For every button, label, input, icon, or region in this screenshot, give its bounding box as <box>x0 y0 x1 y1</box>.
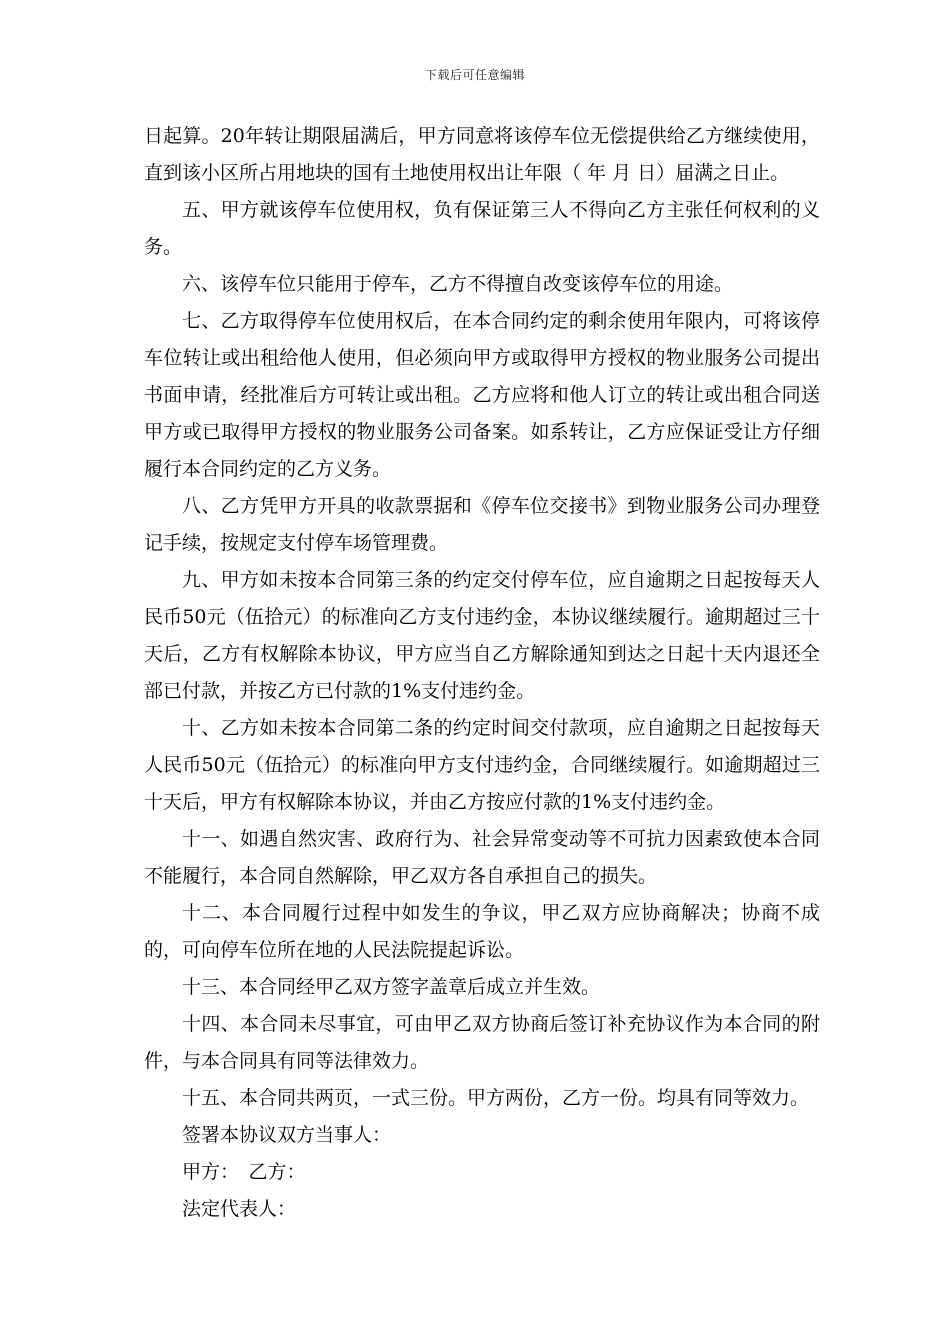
clause-5: 五、甲方就该停车位使用权，负有保证第三人不得向乙方主张任何权利的义务。 <box>144 199 820 258</box>
clause-7: 七、乙方取得停车位使用权后，在本合同约定的剩余使用年限内，可将该停车位转让或出租给他人使用，但必须向甲方或取得甲方授权的物业服务公司提出书面申请，经批准后方可转让或出租。乙方应将和他人订立的转让或出租合同送甲方或已取得甲方授权的物业服务公司备案。如系转让，乙方应保证受让方仔细履行本合同约定的乙方义务。 <box>144 310 820 480</box>
signature-intro: 签署本协议双方当事人： <box>182 1124 392 1146</box>
document-body <box>144 118 820 1228</box>
page-header: 下载后可任意编辑 <box>424 68 525 82</box>
clause-9: 九、甲方如未按本合同第三条的约定交付停车位，应自逾期之日起按每天人民币50元（伍拾元）的标准向乙方支付违约金，本协议继续履行。逾期超过三十天后，乙方有权解除本协议，甲方应当自乙方解除通知到达之日起十天内退还全部已付款，并按乙方已付款的1%支付违约金。 <box>144 569 820 702</box>
clause-continuation: 日起算。20年转让期限届满后，甲方同意将该停车位无偿提供给乙方继续使用，直到该小区所占用地块的国有土地使用权出让年限（ 年 月 日）届满之日止。 <box>144 125 820 184</box>
signature-parties: 甲方： 乙方： <box>182 1161 306 1183</box>
clause-11: 十一、如遇自然灾害、政府行为、社会异常变动等不可抗力因素致使本合同不能履行，本合同自然解除，甲乙双方各自承担自己的损失。 <box>144 828 820 887</box>
clause-10: 十、乙方如未按本合同第二条的约定时间交付款项，应自逾期之日起按每天人民币50元（伍拾元）的标准向甲方支付违约金，合同继续履行。如逾期超过三十天后，甲方有权解除本协议，并由乙方按应付款的1%支付违约金。 <box>144 717 820 813</box>
clause-12: 十二、本合同履行过程中如发生的争议，甲乙双方应协商解决；协商不成的，可向停车位所在地的人民法院提起诉讼。 <box>144 902 820 961</box>
clause-6: 六、该停车位只能用于停车，乙方不得擅自改变该停车位的用途。 <box>182 273 734 295</box>
clause-13: 十三、本合同经甲乙双方签字盖章后成立并生效。 <box>182 976 601 998</box>
clause-14: 十四、本合同未尽事宜，可由甲乙双方协商后签订补充协议作为本合同的附件，与本合同具有同等法律效力。 <box>144 1013 820 1072</box>
signature-legal-rep: 法定代表人： <box>182 1198 297 1220</box>
clause-8: 八、乙方凭甲方开具的收款票据和《停车位交接书》到物业服务公司办理登记手续，按规定支付停车场管理费。 <box>144 495 820 554</box>
clause-15: 十五、本合同共两页，一式三份。甲方两份，乙方一份。均具有同等效力。 <box>182 1087 810 1109</box>
